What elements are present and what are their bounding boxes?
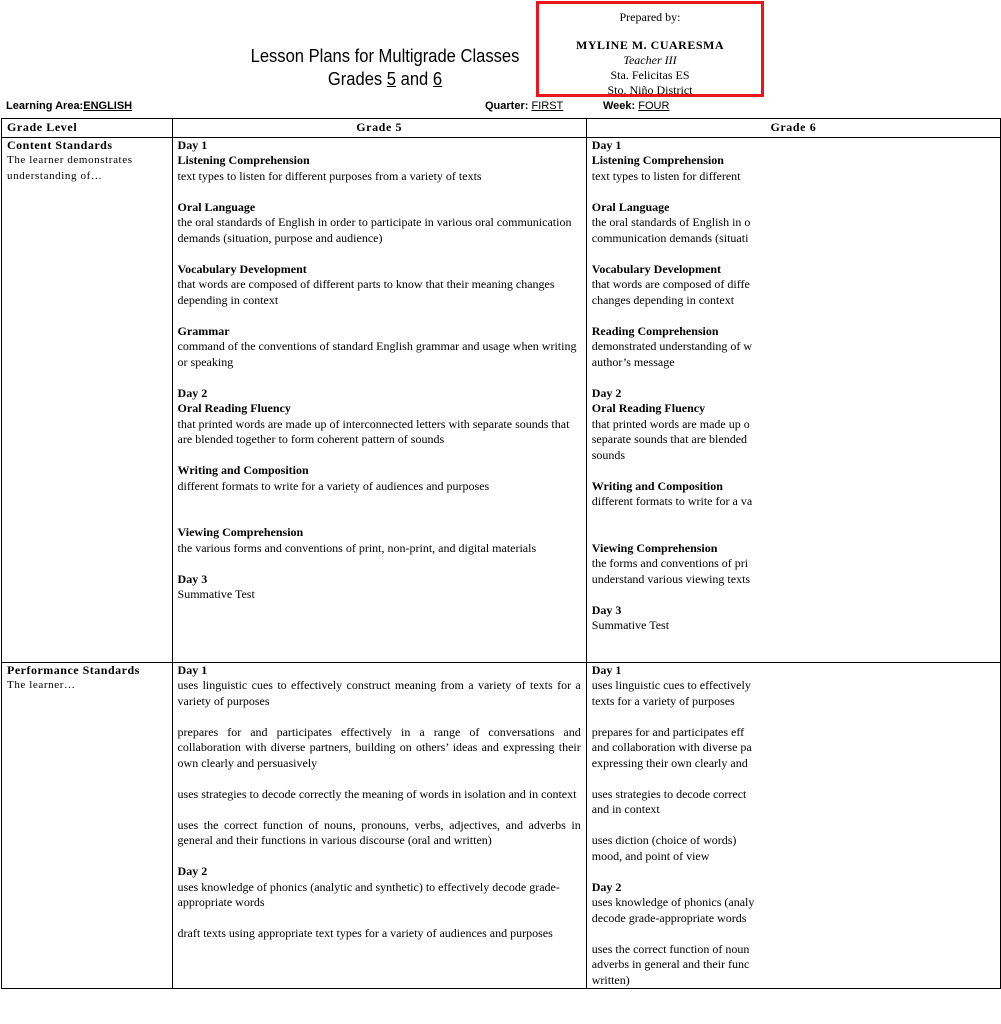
day-label: Day 1 [591,137,622,152]
prepared-by-label: Prepared by: [619,10,681,24]
block-text: and collaboration with diverse pa [591,740,752,754]
performance-standards-label-cell [2,662,173,989]
block-text: the oral standards of English in order to participate in various oral communication demands (situation, purpose and audience) [177,215,572,245]
header-grade-level: Grade Level [2,119,173,138]
block-text: and in context [591,802,660,816]
learning-area-value: ENGLISH [83,100,133,112]
day-label: Day 3 [177,571,208,586]
school-name: Sta. Felicitas ES [610,68,690,82]
block-text: the forms and conventions of pri [591,556,749,570]
block-text: uses strategies to decode correctly the meaning of words in isolation and in context [177,786,577,801]
day-label: Day 2 [591,385,622,400]
quarter: Quarter: FIRST [485,100,564,112]
block-text: prepares for and participates effectively in a range of conversations and collaboration with diverse partners, building on others’ ideas and expressing their own clearly and persuasively [177,724,581,770]
district-name: Sto. Niño District [607,83,693,97]
week: Week: FOUR [603,100,670,112]
block-text: different formats to write for a va [591,494,753,508]
content-standards-row [2,137,1001,662]
day-label: Day 2 [591,879,622,894]
day-label: Day 1 [177,137,208,152]
block-text: text types to listen for different purposes from a variety of texts [177,168,482,183]
document-subtitle: Grades 5 and 6 [327,69,443,89]
block-text: that printed words are made up of interconnected letters with separate sounds that are blended together to form coherent pattern of sounds [177,416,570,446]
prepared-by-box [536,1,764,97]
block-text: prepares for and participates eff [591,724,745,739]
block-text: expressing their own clearly and [591,755,748,770]
block-text: uses diction (choice of words) [591,833,737,847]
block-text: uses the correct function of noun [591,941,750,956]
block-text: text types to listen for different [591,168,741,183]
block-title: Reading Comprehension [591,323,719,338]
header-row [2,119,1001,138]
block-text: different formats to write for a variety of audiences and purposes [177,478,490,493]
grade-b: 6 [432,69,443,89]
content-standards-label-cell [2,137,173,662]
quarter-value: FIRST [531,100,564,112]
performance-standards-grade6 [586,662,1000,989]
performance-standards-heading: Performance Standards [7,662,140,677]
block-text: communication demands (situati [591,230,749,245]
header-grade-5: Grade 5 [172,119,586,138]
grade-a: 5 [386,69,397,89]
document-title: Lesson Plans for Multigrade Classes [250,46,520,66]
block-text: separate sounds that are blended [591,432,748,446]
block-text: uses strategies to decode correct [591,786,747,801]
block-text: uses the correct function of nouns, pronouns, verbs, adjectives, and adverbs in general and their functions in various discourse (oral and written) [177,817,581,847]
block-title: Writing and Composition [591,478,723,493]
block-text: uses linguistic cues to effectively construct meaning from a variety of texts for a variety of purposes [177,678,581,708]
block-title: Vocabulary Development [177,261,307,276]
content-standards-grade5 [172,137,586,662]
block-text: demonstrated understanding of w [591,339,753,353]
lesson-plan-table [1,118,1001,989]
block-text: the various forms and conventions of print, non-print, and digital materials [177,540,537,555]
day-label: Day 3 [591,602,622,617]
block-text: written) [591,972,630,987]
learning-area: Learning Area:ENGLISH [6,100,133,112]
block-text: uses linguistic cues to effectively [591,678,751,692]
block-title: Grammar [177,323,230,338]
block-text: that printed words are made up o [591,416,750,431]
performance-standards-row [2,662,1001,989]
block-text: decode grade-appropriate words [591,910,747,925]
block-text: uses knowledge of phonics (analy [591,895,755,909]
block-text: mood, and point of view [591,848,710,863]
performance-standards-grade5 [172,662,586,989]
week-value: FOUR [638,100,670,112]
block-title: Oral Language [177,199,256,214]
block-text: changes depending in context [591,292,735,307]
block-text: author’s message [591,354,675,369]
block-text: that words are composed of diffe [591,277,750,291]
content-standards-heading: Content Standards [7,137,113,152]
block-title: Writing and Composition [177,463,309,477]
block-title: Vocabulary Development [591,261,721,276]
block-text: command of the conventions of standard English grammar and usage when writing or speaking [177,339,577,369]
block-text: draft texts using appropriate text types for a variety of audiences and purposes [177,926,553,940]
block-text: sounds [591,447,626,462]
day-label: Day 2 [177,385,208,400]
block-title: Oral Reading Fluency [591,401,706,415]
block-text: the oral standards of English in o [591,215,751,229]
block-text: Summative Test [591,618,670,632]
block-title: Viewing Comprehension [177,525,304,539]
content-standards-sub: The learner demonstrates understanding of… [7,154,133,182]
block-title: Listening Comprehension [177,153,310,167]
header-grade-6: Grade 6 [586,119,1000,138]
block-title: Viewing Comprehension [591,540,718,555]
day-label: Day 1 [591,662,622,677]
block-title: Oral Language [591,199,670,214]
block-title: Oral Reading Fluency [177,401,291,415]
teacher-role: Teacher III [623,53,677,67]
day-label: Day 1 [177,662,208,677]
block-text: that words are composed of different parts to know that their meaning changes depending in context [177,277,555,307]
block-text: uses knowledge of phonics (analytic and synthetic) to effectively decode grade-appropriate words [177,879,560,909]
block-text: Summative Test [177,587,255,601]
block-title: Listening Comprehension [591,153,724,167]
content-standards-grade6 [586,137,1000,662]
block-text: understand various viewing texts [591,571,751,586]
teacher-name: MYLINE M. CUARESMA [576,38,724,52]
performance-standards-sub: The learner… [7,679,76,691]
block-text: texts for a variety of purposes [591,693,735,708]
day-label: Day 2 [177,864,208,878]
block-text: adverbs in general and their func [591,957,750,971]
